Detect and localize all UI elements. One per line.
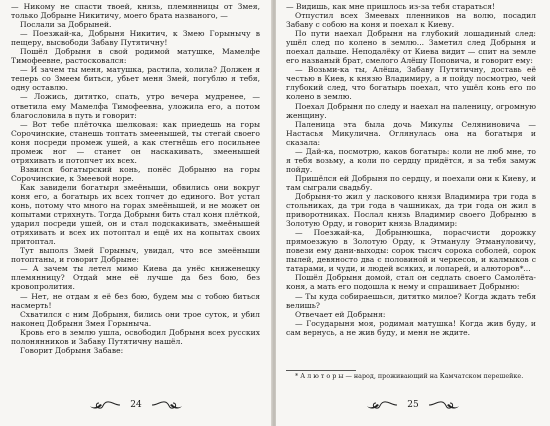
- paragraph: — Государыня моя, родимая матушка! Когда жив буду, и сам вернусь, а не жив буду, и меня не ждите.: [286, 318, 536, 337]
- paragraph: Пошёл Добрыня в свой родимой матушке, Мамелфе Тимофеевне, растосковался:: [11, 47, 260, 66]
- paragraph: Тут выполз Змей Горыныч, увидал, что все змеёныши потоптаны, и говорит Добрыне:: [11, 246, 260, 265]
- ornament-left-icon: [365, 399, 399, 411]
- paragraph: — Ты куда собираешься, дитятко милое? Когда ждать тебя велишь?: [286, 291, 536, 310]
- paragraph: Взвился богатырский конь, понёс Добрыню на горы Сорочинские, к Змеевой норе.: [11, 164, 260, 183]
- paragraph: Пошёл Добрыня домой, стал он седлать своего Самолёта-коня, а мать его подошла к нему и спрашивает Добрыню:: [286, 273, 536, 292]
- paragraph: Как завидели богатыря змеёныши, обвились они вокруг коня его, а богатырь их всех топчет до единого. Вот устал конь, потому что много на горах змеёнышей, и не может он копытами стряхнуть. Тогда Добрыня бить стал коня плёткой, ударил посреди ушей, он и стал подскакивать, змеёнышей отряхивать и всех их потоптал и ещё их на копытах своих притоптал.: [11, 182, 260, 247]
- page-number: 24: [130, 400, 142, 410]
- paragraph: — Видишь, как мне пришлось из-за тебя стараться!: [286, 2, 496, 11]
- right-page-text: [286, 2, 536, 337]
- paragraph: — А зачем ты летел мимо Киева да унёс княженецку племянницу? Отдай мне её лучше да без бою, без кровопролития.: [11, 264, 260, 292]
- paragraph: Пришёлся ей Добрыня по сердцу, и поехали они к Киеву, и там сыграли свадьбу.: [286, 173, 536, 192]
- page-number: 25: [407, 400, 419, 410]
- left-page: [0, 0, 272, 426]
- paragraph: Поехал Добрыня по следу и наехал на паленицу, огромную женщину.: [286, 101, 536, 120]
- paragraph: Послали за Добрыней.: [20, 20, 112, 30]
- paragraph: — Нет, не отдам я её без бою, будем мы с тобою биться насмерть!: [11, 291, 260, 310]
- right-page: [276, 0, 550, 426]
- paragraph: По пути наехал Добрыня на глубокий лошадиный след: ушёл след по колено в землю... Заметил след Добрыня и поехал дальше. Неподалёку от Киева видит — спит на земле его названый брат, смелого Алёшу Поповича, и говорит ему:: [286, 29, 536, 66]
- footnote-divider: [286, 370, 356, 371]
- footnote: * А л ю т о р ы — народ, проживающий на Камчатском перешейке.: [295, 372, 524, 380]
- paragraph: — Поезжай-ка, Добрынюшка, порасчисти дорожку прямоезжую в Золотую Орду, к Этманулу Этмануловичу, повези ему дани-выходы: сорок тысяч сорока соболей, сорок пылей, девяносто два с половиной и черкесов, и калмыков с татарами, и чуди, и людей всяких, и лопарей, и алюторов*...: [286, 228, 536, 274]
- left-page-footer: [0, 398, 272, 412]
- paragraph: — Дай-ка, посмотрю, каков богатырь: коли не люб мне, то я тебя возьму, а коли по сердцу придётся, я за тебя замуж пойду.: [286, 146, 536, 174]
- ornament-left-icon: [88, 399, 122, 411]
- left-page-text: [11, 2, 260, 355]
- paragraph: — Возьми-ка ты, Алёша, Забаву Путятичну, доставь её честью в Киев, к князю Владимиру, а я пойду посмотрю, чей глубокий след, что богатырь поехал, что ушёл конь его по колено в землю.: [286, 65, 536, 102]
- paragraph: Добрыня-то жил у ласкового князя Владимира три года в стольниках, да три года в чашниках, да три года он жил в приворотниках. Послал князь Владимир своего Добрыню в Золотую Орду, и говорит князь Владимир:: [286, 191, 536, 229]
- paragraph: Отпустил всех Змеевых пленников на волю, посадил Забаву с собою на коня и поехал к Киеву.: [286, 11, 536, 30]
- right-page-footer: [276, 398, 550, 412]
- paragraph: Кровь его в землю ушла, освободил Добрыня всех русских полонянников и Забаву Путятичну нашёл.: [11, 327, 260, 346]
- paragraph: — Никому не спасти твоей, князь, племянницы от Змея, только Добрыне Никитичу, моего брата названого, —: [11, 2, 260, 21]
- paragraph: — Поезжай-ка, Добрыня Никитич, к Змею Горынычу в пещеру, высвободи Забаву Путятичну!: [11, 29, 260, 48]
- paragraph: — Ложись, дитятко, спать, утро вечера мудренее, — ответила ему Мамелфа Тимофеевна, уложила его, а потом благословила в путь и говорит:: [11, 92, 260, 120]
- paragraph: Паленица эта была дочь Микулы Селяниновича — Настасья Микулична. Оглянулась она на богатыря и сказала:: [286, 119, 536, 147]
- ornament-right-icon: [427, 399, 461, 411]
- ornament-right-icon: [150, 399, 184, 411]
- paragraph: — Вот тебе плёточка шелковая: как приедешь на горы Сорочинские, станешь топтать змеенышей, ты стегай своего коня посреди промеж ушей, а как стегнёшь его посильнее промеж ног — станет он наскакивать, змеенышей отряхивать и потопчет их всех.: [11, 119, 260, 165]
- paragraph: — И зачем ты меня, матушка, растила, холила? Должен я теперь со Змеем биться, убьет меня Змей, погублю я тебя, одну оставлю.: [11, 65, 260, 93]
- paragraph: Схватился с ним Добрыня, бились они трое суток, и убил наконец Добрыня Змея Горыныча.: [11, 309, 260, 328]
- paragraph: Отвечает ей Добрыня:: [295, 309, 386, 319]
- paragraph: Говорит Добрыня Забаве:: [20, 345, 124, 355]
